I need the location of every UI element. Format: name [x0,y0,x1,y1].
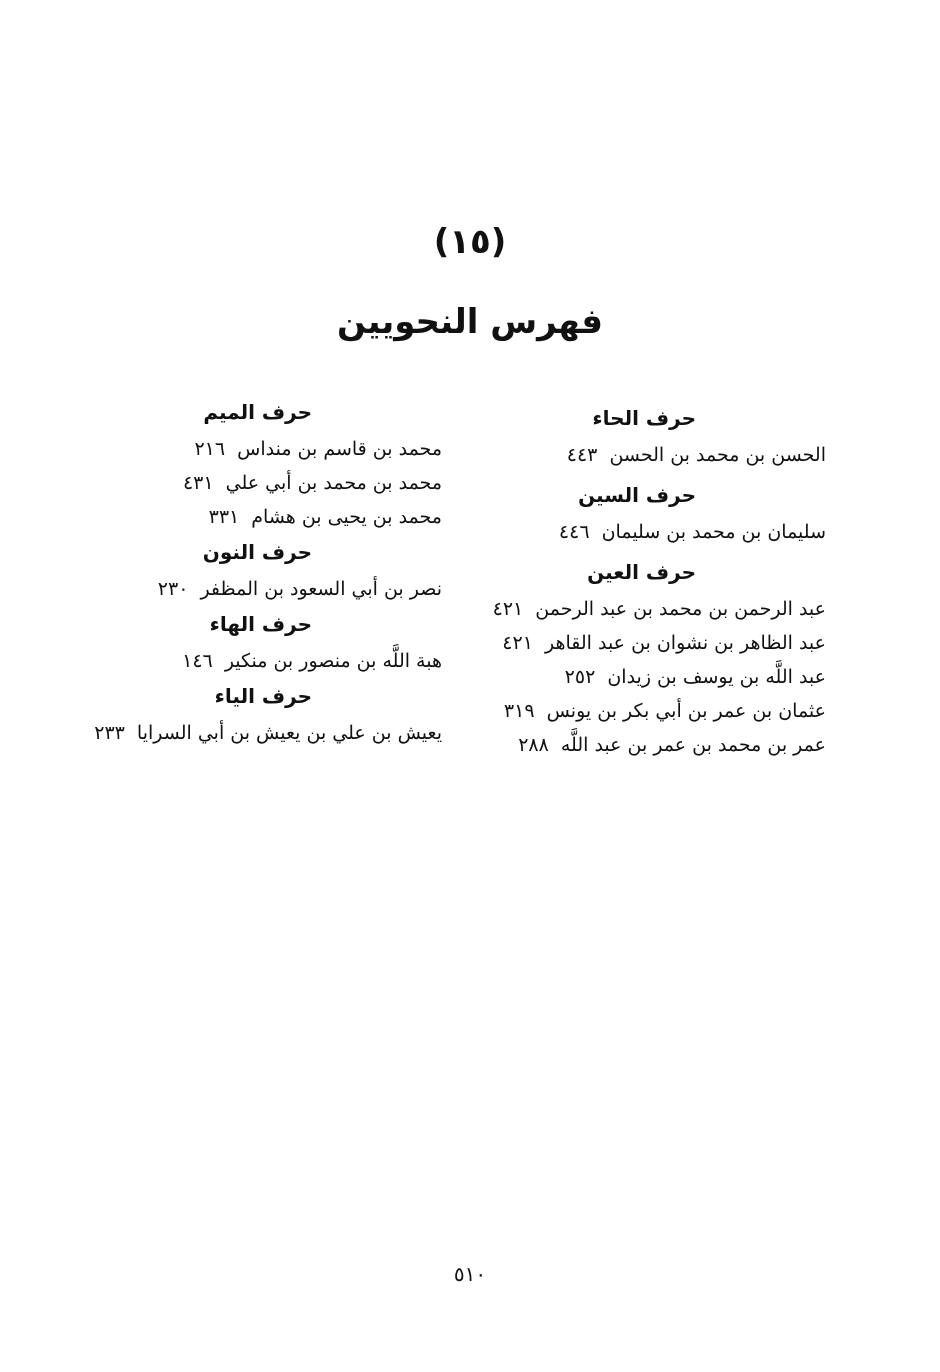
entry-page-ref: ٢٣٣ [94,722,125,744]
letter-heading: حرف الهاء [209,612,312,636]
entry-name: هبة اللَّه بن منصور بن منكير [224,650,442,672]
letter-group-yaa [82,678,442,750]
left-column [82,394,442,750]
letter-group-noon [82,534,442,606]
index-entry [466,515,826,549]
entry-page-ref: ٤٢١ [502,632,533,654]
entry-page-ref: ٢١٦ [194,438,226,460]
letter-group-haa [466,400,826,472]
entry-page-ref: ٣٣١ [208,506,240,528]
right-column [466,400,826,762]
letter-heading: حرف الحاء [592,406,696,430]
index-entry [82,572,442,606]
letter-heading: حرف النون [202,540,312,564]
entry-name: عمر بن محمد بن عمر بن عبد اللَّه [560,734,826,756]
page-number: ٥١٠ [453,1262,487,1286]
index-entry [466,626,826,660]
letter-heading: حرف العين [587,560,696,584]
letter-group-ain [466,554,826,762]
entry-page-ref: ٣١٩ [503,700,535,722]
letter-heading: حرف السين [578,483,696,507]
entry-page-ref: ٢٨٨ [518,734,549,756]
index-entry [82,466,442,500]
entry-page-ref: ٤٣١ [182,472,214,494]
index-title: فهرس النحويين [337,302,603,342]
entry-name: عبد اللَّه بن يوسف بن زيدان [607,666,826,688]
entry-name: عبد الظاهر بن نشوان بن عبد القاهر [544,632,826,654]
index-entry [82,716,442,750]
entry-name: الحسن بن محمد بن الحسن [609,444,826,466]
index-entry [466,660,826,694]
letter-heading: حرف الميم [203,400,312,424]
index-entry [82,500,442,534]
index-entry [466,728,826,762]
entry-name: عبد الرحمن بن محمد بن عبد الرحمن [535,598,826,620]
letter-group-meem [82,394,442,534]
entry-name: محمد بن محمد بن أبي علي [225,472,442,494]
entry-name: يعيش بن علي بن يعيش بن أبي السرايا [136,722,442,744]
entry-page-ref: ٤٢١ [492,598,524,620]
letter-group-haa-light [82,606,442,678]
entry-name: محمد بن يحيى بن هشام [251,506,442,528]
entry-page-ref: ٢٣٠ [157,578,189,600]
entry-name: نصر بن أبي السعود بن المظفر [200,578,442,600]
entry-page-ref: ١٤٦ [182,650,213,672]
index-entry [466,694,826,728]
letter-group-seen [466,477,826,549]
index-entry [82,644,442,678]
index-entry [82,432,442,466]
entry-page-ref: ٤٤٦ [558,521,590,543]
letter-heading: حرف الياء [214,684,312,708]
entry-page-ref: ٤٤٣ [566,444,598,466]
entry-name: عثمان بن عمر بن أبي بكر بن يونس [546,700,826,722]
index-entry [466,438,826,472]
entry-name: محمد بن قاسم بن منداس [237,438,442,460]
entry-name: سليمان بن محمد بن سليمان [601,521,826,543]
index-entry [466,592,826,626]
section-number: (١٥) [433,222,507,262]
entry-page-ref: ٢٥٢ [564,666,596,688]
